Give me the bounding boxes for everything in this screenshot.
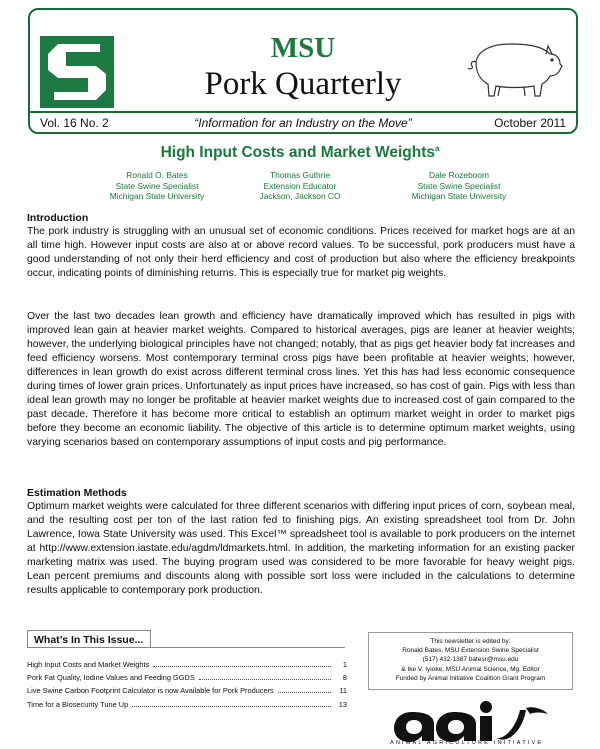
methods-section bbox=[27, 486, 575, 598]
article-title-footnote-mark: a bbox=[434, 144, 440, 153]
author-org: Michigan State University bbox=[109, 191, 205, 201]
editor-line: & Ike V. Iyioke, MSU Animal Science, Mg. Editor bbox=[401, 665, 540, 673]
masthead-info-bar bbox=[30, 111, 576, 130]
author-name: Ronald O. Bates bbox=[126, 170, 188, 180]
toc-heading: What’s In This Issue... bbox=[27, 630, 151, 647]
author-block-2 bbox=[215, 170, 385, 202]
toc-item[interactable] bbox=[27, 660, 347, 669]
toc-item-page: 11 bbox=[339, 686, 347, 695]
editor-line: (517) 432-1387 batesr@msu.edu bbox=[422, 656, 519, 664]
toc-item[interactable] bbox=[27, 700, 347, 709]
toc-leader-dots bbox=[153, 660, 331, 667]
editor-line: Funded by Animal Initiative Coalition Grant Program bbox=[395, 674, 546, 682]
toc-item-label: High Input Costs and Market Weights bbox=[27, 660, 150, 669]
article-title bbox=[0, 144, 600, 162]
author-org: Michigan State University bbox=[411, 191, 507, 201]
toc-divider bbox=[27, 647, 345, 648]
intro-heading: Introduction bbox=[27, 212, 89, 224]
methods-paragraph-1: Optimum market weights were calculated for three different scenarios with differing input prices of corn, soybean meal, and the resulting cost per ton of the last ration fed to finishing pigs. An existing spreadsheet tool from Dr. John Lawrence, Iowa State University was used. This Excel™ spreadsheet tool is available to pork producers on the internet at http://www.extension.iastate.edu/agdm/ldmarkets.html. In addition, the marketing information for an existing packer marketing matrix was used. The buying program used was considered to be more favorable for heavy weight pigs. Lean percent premiums and discounts along with possible sort loss were included in the calculations to determine results applicable to contemporary pork production. bbox=[27, 501, 575, 596]
intro-paragraph-1: The pork industry is struggling with an unusual set of economic conditions. Prices received for market hogs are at an all time high. However input costs are also at or above record values. To be successful, pork producers must have a good understanding of not only their herd efficiency and cost of production but also where the efficiency breakpoints occur, indicating points of diminishing returns. This is especially true for market pig weights. bbox=[27, 226, 575, 279]
author-block-3 bbox=[374, 170, 544, 202]
methods-heading: Estimation Methods bbox=[27, 487, 127, 499]
masthead-title-line1: MSU bbox=[270, 32, 336, 64]
toc-item-page: 1 bbox=[342, 660, 347, 669]
intro-section bbox=[27, 211, 575, 281]
author-role: State Swine Specialist bbox=[115, 180, 199, 191]
toc-item-page: 13 bbox=[338, 700, 347, 709]
toc-item-label: Pork Fat Quality, Iodine Values and Feeding GGDS bbox=[27, 673, 195, 682]
aai-logo-subtitle: ANIMAL AGRICULTURE INITIATIVE bbox=[390, 740, 544, 746]
toc-item[interactable] bbox=[27, 686, 347, 695]
editor-box bbox=[368, 632, 573, 690]
author-role: Extension Educator bbox=[263, 180, 337, 191]
intro-paragraph-2-block bbox=[27, 310, 575, 450]
editor-line: Ronald Bates, MSU Extension Swine Specialist bbox=[402, 647, 539, 655]
masthead bbox=[28, 8, 578, 134]
tagline: “Information for an Industry on the Move” bbox=[194, 116, 412, 130]
pig-icon bbox=[462, 32, 566, 104]
article-title-text: High Input Costs and Market Weights bbox=[160, 144, 435, 162]
toc-leader-dots bbox=[199, 673, 331, 680]
toc-item-label: Live Swine Carbon Footprint Calculator is now Available for Pork Producers bbox=[27, 686, 274, 695]
author-role: State Swine Specialist bbox=[417, 180, 501, 191]
volume-label: Vol. 16 No. 2 bbox=[40, 116, 109, 130]
author-name: Thomas Guthrie bbox=[269, 170, 331, 180]
toc-leader-dots bbox=[278, 686, 331, 693]
editor-line: This newsletter is edited by: bbox=[430, 638, 511, 645]
toc-item-page: 8 bbox=[342, 673, 347, 682]
author-org: Jackson, Jackson CO bbox=[259, 191, 341, 201]
masthead-title-line2: Pork Quarterly bbox=[204, 66, 402, 102]
toc-item[interactable] bbox=[27, 673, 347, 682]
toc-item-label: Time for a Biosecurity Tune Up bbox=[27, 700, 129, 709]
toc-leader-dots bbox=[132, 700, 331, 707]
author-name: Dale Rozeboom bbox=[428, 170, 490, 180]
issue-date: October 2011 bbox=[494, 116, 566, 130]
intro-paragraph-2: Over the last two decades lean growth and efficiency have dramatically improved which has resulted in pigs with improved lean gain at heavier market weights. Compared to historical averages, pigs are leaner at heavier weights; however, the underlying biological principles have not changed; notably, that as pigs get heavier body fat increases and feed efficiency worsens. Most contemporary terminal cross pigs have been profitable at heavier weights; however, differences in lean growth do exist across different terminal cross lines. Yet this has had less economic consequence during times of lower grain prices. Unfortunately as input prices have increased, so has cost of gain. Pigs with less than ideal lean growth may no longer be profitable at heavier market weights due to increased cost of gain compared to the past decade. Therefore it has become more critical to establish an optimum market weight in order to market pigs before they become an economic liability. The objective of this article is to determine optimum market weights, using varying scenarios based on contemporary assumptions of input costs and pig performance. bbox=[27, 311, 575, 448]
